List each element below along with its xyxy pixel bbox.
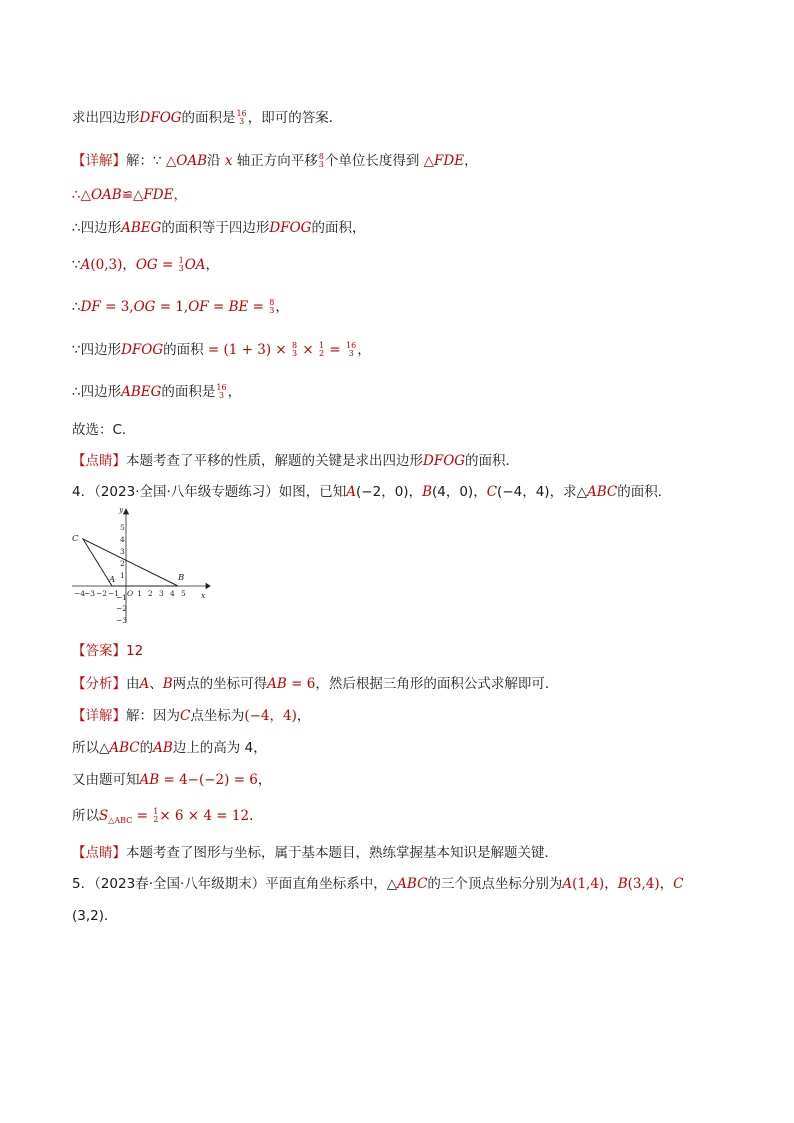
fraction: 8 3 (292, 341, 298, 358)
math: = 4−(−2) = 6 (159, 772, 258, 788)
math: OG (135, 257, 158, 273)
text: 、 (149, 676, 163, 692)
x-tick-label: −2 (96, 589, 108, 598)
text: ∵ (72, 257, 81, 273)
fraction: 8 3 (269, 298, 275, 315)
y-axis-arrow-icon (124, 509, 129, 514)
y-tick-label: 5 (120, 523, 125, 532)
text: ， (604, 876, 618, 892)
text: 本题考查了平移的性质，解题的关键是求出四边形 (126, 453, 423, 469)
math: = (325, 342, 346, 358)
fraction: 1 3 (178, 256, 184, 273)
math: AB (267, 676, 287, 692)
y-axis-label: y (119, 506, 124, 514)
math: A (562, 876, 573, 892)
text-line-10 (72, 451, 734, 471)
text: 解：∵ (126, 153, 162, 169)
math: C (180, 708, 191, 724)
math: FDE (143, 187, 174, 203)
text: 两点的坐标可得 (172, 676, 268, 692)
text-line-5 (72, 255, 734, 275)
detail-tag: 【详解】 (72, 153, 126, 169)
text: 又由题可知 (72, 772, 140, 788)
analysis-tag: 【分析】 (72, 676, 126, 692)
text: 求出四边形 (72, 110, 140, 126)
text: ，即可的答案． (247, 110, 343, 126)
math: = 3, (100, 299, 134, 315)
triangle-abc (83, 539, 178, 586)
text: 所以 (72, 808, 99, 824)
text-line-9 (72, 420, 734, 440)
text: (−2，0)， (356, 484, 423, 500)
text: ， (227, 384, 242, 400)
text: (4，0)， (431, 484, 487, 500)
fraction: 16 3 (216, 383, 227, 400)
text-line-3 (72, 185, 734, 205)
math: OF (188, 299, 209, 315)
text: ， (464, 153, 478, 169)
text: 个单位长度得到 (324, 153, 420, 169)
text: 的面积． (617, 484, 672, 500)
math: C (673, 876, 684, 892)
math: (−4，4) (244, 708, 297, 724)
text-line-14 (72, 706, 734, 726)
text: ， (257, 772, 272, 788)
text: 轴正方向平移 (236, 153, 318, 169)
text: ∴四边形 (72, 384, 122, 400)
math: DFOG (121, 342, 164, 358)
math: AB (139, 772, 160, 788)
math-subscript: △ABC (108, 816, 133, 825)
y-tick-label: −1 (116, 593, 128, 602)
math: = (1 + 3) × (203, 342, 292, 358)
math: × 6 × 4 = 12 (159, 808, 250, 824)
math: B (422, 484, 432, 500)
y-tick-label: 2 (120, 559, 125, 568)
text: 边上的高为 4， (172, 740, 267, 756)
text: 所以△ (72, 740, 110, 756)
point-b-label: B (178, 573, 185, 583)
text: ， (296, 708, 311, 724)
math: B (162, 676, 173, 692)
analysis-line (72, 674, 734, 694)
note-tag: 【点睛】 (72, 453, 126, 469)
text-line-18 (72, 843, 734, 863)
text: 由 (126, 676, 140, 692)
text: 的面积是 (161, 384, 216, 400)
text: ， (205, 257, 220, 273)
math: C (486, 484, 498, 500)
fraction: 16 3 (346, 341, 357, 358)
x-tick-label: 1 (137, 589, 142, 598)
math: x (224, 153, 233, 169)
text: ， (357, 342, 371, 358)
text: 4．（2023·全国·八年级专题练习）如图，已知 (72, 484, 347, 500)
fraction: 16 3 (236, 109, 247, 126)
question-4 (72, 482, 734, 502)
math: = (208, 299, 229, 315)
question-5 (72, 874, 734, 894)
math: OAB (176, 153, 208, 169)
text: ， (122, 257, 136, 273)
text: 本题考查了图形与坐标，属于基本题目，熟练掌握基本知识是解题关键． (126, 845, 558, 861)
text: △ (165, 153, 177, 169)
math: A (346, 484, 357, 500)
text: 的 (139, 740, 154, 756)
x-axis-label: x (201, 591, 206, 600)
text: ∴ (72, 299, 81, 315)
text-line-4 (72, 218, 734, 238)
text: 的面积是 (181, 110, 236, 126)
text-line-20 (72, 906, 734, 926)
x-tick-label: 4 (170, 589, 175, 598)
text: 的面积 (163, 342, 204, 358)
text-line-6 (72, 297, 734, 317)
x-axis-arrow-icon (206, 584, 210, 589)
text-line-1 (72, 108, 734, 128)
y-tick-label: 4 (120, 535, 125, 544)
x-tick-label: −4 (74, 589, 86, 598)
text: ， (659, 876, 674, 892)
text: △ (133, 187, 144, 203)
math: = (157, 257, 178, 273)
answer-value: 12 (126, 643, 144, 659)
text-line-15 (72, 738, 734, 758)
math: A (80, 257, 91, 273)
math: S (99, 808, 109, 824)
detail-tag: 【详解】 (72, 708, 126, 724)
x-tick-label: −3 (84, 589, 96, 598)
math: DFOG (139, 110, 182, 126)
text: ，然后根据三角形的面积公式求解即可． (315, 676, 559, 692)
y-tick-label: −2 (116, 604, 128, 613)
math: ABC (586, 484, 618, 500)
text: 的面积等于四边形 (161, 220, 270, 236)
fraction: 1 2 (153, 807, 159, 824)
text: 5．（2023春·全国·八年级期末）平面直角坐标系中，△ (72, 876, 398, 892)
text: ， (275, 299, 289, 315)
math: FDE (434, 153, 465, 169)
text: ≌ (121, 187, 134, 203)
y-tick-label: 3 (120, 547, 125, 556)
text-line-7 (72, 340, 734, 360)
math: ABC (109, 740, 140, 756)
math: (1,4) (572, 876, 605, 892)
text: 点坐标为 (190, 708, 245, 724)
text-line-16 (72, 770, 734, 790)
text: 的三个顶点坐标分别为 (427, 876, 563, 892)
math: (3,4) (627, 876, 660, 892)
math: AB (153, 740, 173, 756)
math: ABEG (121, 384, 162, 400)
math: = (132, 808, 153, 824)
note-tag: 【点睛】 (72, 845, 126, 861)
x-tick-label: −1 (108, 589, 120, 598)
math: (0,3) (90, 257, 123, 273)
fraction: 8 3 (318, 152, 324, 169)
math: B (617, 876, 628, 892)
text-line-8 (72, 382, 734, 402)
math: = 6 (286, 676, 316, 692)
math: OAB (90, 187, 122, 203)
y-tick-label: 1 (120, 571, 125, 580)
text: 解：因为 (126, 708, 180, 724)
text: ． (249, 808, 263, 824)
math: BE (228, 299, 249, 315)
text: 的面积， (311, 220, 366, 236)
fraction: 1 2 (319, 341, 325, 358)
text: ∴△ (72, 187, 91, 203)
answer-tag: 【答案】 (72, 643, 126, 659)
math: OA (184, 257, 206, 273)
math: DFOG (423, 453, 466, 469)
text: ∴四边形 (72, 220, 122, 236)
text: (−4，4)，求△ (497, 484, 587, 500)
text: 沿 (207, 153, 221, 169)
text: △ (423, 153, 435, 169)
y-tick-label: −3 (116, 616, 128, 625)
text: 故选：C． (72, 422, 136, 438)
origin-label: O (127, 589, 134, 598)
coordinate-figure (68, 506, 213, 630)
math: DFOG (269, 220, 312, 236)
text: (3,2)． (72, 908, 118, 924)
x-tick-label: 2 (148, 589, 153, 598)
math: = (248, 299, 269, 315)
x-tick-label: 5 (181, 589, 186, 598)
text-line-2 (72, 151, 734, 171)
math: DF (80, 299, 101, 315)
point-a-label: A (109, 575, 116, 585)
math: = 1, (155, 299, 189, 315)
math: ABC (397, 876, 428, 892)
text-line-17 (72, 806, 734, 831)
text: 的面积． (465, 453, 520, 469)
math: A (139, 676, 150, 692)
math: OG (133, 299, 156, 315)
text: ∵四边形 (72, 342, 122, 358)
math: ABEG (121, 220, 162, 236)
x-tick-label: 3 (159, 589, 164, 598)
answer-line (72, 641, 734, 661)
text: ， (173, 187, 187, 203)
math: × (298, 342, 319, 358)
point-c-label: C (72, 534, 79, 544)
